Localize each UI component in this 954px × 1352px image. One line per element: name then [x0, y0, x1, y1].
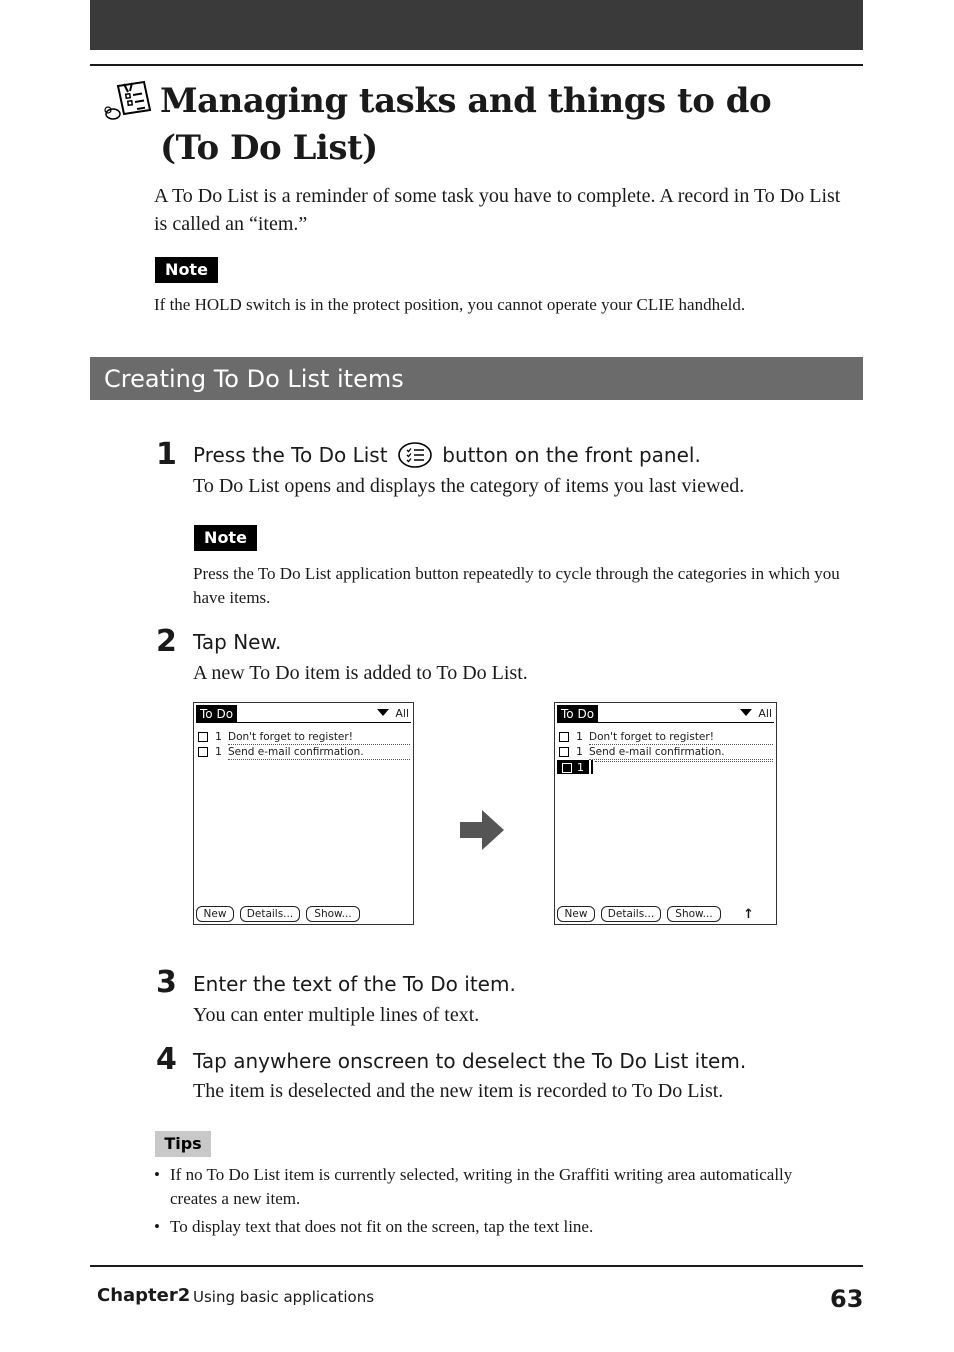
step-body: To Do List opens and displays the category of items you last viewed. — [193, 475, 745, 497]
note-label: Note — [155, 257, 218, 283]
list-item[interactable] — [198, 730, 410, 745]
list-item[interactable] — [198, 745, 410, 760]
checkbox[interactable] — [559, 732, 569, 742]
page-title-line1: Managing tasks and things to do — [160, 81, 772, 121]
arrow-right-icon — [460, 810, 504, 850]
checkbox[interactable] — [198, 732, 208, 742]
todo-screen-after — [554, 702, 777, 925]
category-label: All — [395, 707, 409, 720]
item-priority: 1 — [577, 761, 584, 774]
note-text: Press the To Do List application button repeatedly to cycle through the categories in which you have items. — [193, 564, 840, 607]
step-number: 4 — [156, 1042, 177, 1077]
text-cursor — [591, 760, 593, 774]
tips-label: Tips — [155, 1131, 211, 1157]
item-text-empty[interactable] — [595, 761, 773, 762]
step-heading-post: button on the front panel. — [442, 443, 701, 467]
step-heading: Enter the text of the To Do item. — [193, 972, 516, 996]
checkbox[interactable] — [198, 747, 208, 757]
section-title: Creating To Do List items — [104, 365, 404, 393]
category-label: All — [758, 707, 772, 720]
tips-list — [154, 1163, 834, 1243]
item-priority: 1 — [576, 745, 583, 758]
step-body: A new To Do item is added to To Do List. — [193, 662, 528, 684]
title-underline — [557, 722, 774, 723]
new-button[interactable]: New — [196, 906, 234, 922]
checkbox[interactable] — [562, 763, 572, 773]
page-title — [160, 78, 800, 172]
step-heading — [193, 441, 843, 469]
step-body: You can enter multiple lines of text. — [193, 1004, 480, 1026]
step-heading-pre: Press the To Do List — [193, 443, 388, 467]
todo-screen-before — [193, 702, 414, 925]
chapter-label: Chapter2 — [97, 1285, 191, 1306]
todo-tab[interactable]: To Do — [557, 705, 598, 723]
item-text[interactable]: Don't forget to register! — [228, 730, 410, 745]
category-picker[interactable] — [740, 706, 772, 722]
note-label: Note — [194, 525, 257, 551]
triangle-down-icon — [377, 709, 389, 716]
scroll-up-arrow-icon[interactable]: ↑ — [743, 907, 754, 922]
new-list-item[interactable] — [559, 761, 773, 776]
tip-text: To display text that does not fit on the screen, tap the text line. — [170, 1217, 594, 1236]
show-button[interactable]: Show... — [667, 906, 721, 922]
triangle-down-icon — [740, 709, 752, 716]
todo-tab[interactable]: To Do — [196, 705, 237, 723]
header-bar — [90, 0, 863, 50]
step-number: 1 — [156, 437, 177, 472]
item-priority: 1 — [215, 745, 222, 758]
bullet: • — [154, 1217, 160, 1236]
list-item[interactable] — [559, 745, 773, 760]
todo-button-icon — [398, 442, 432, 468]
show-button[interactable]: Show... — [306, 906, 360, 922]
chapter-title: Using basic applications — [193, 1288, 375, 1306]
new-button[interactable]: New — [557, 906, 595, 922]
tip-text: If no To Do List item is currently selected, writing in the Graffiti writing area automatically creates a new item. — [170, 1165, 793, 1208]
footer-rule — [90, 1265, 863, 1267]
item-priority: 1 — [576, 730, 583, 743]
item-text[interactable]: Send e-mail confirmation. — [228, 745, 410, 760]
details-button[interactable]: Details... — [240, 906, 300, 922]
category-picker[interactable] — [377, 706, 409, 722]
step-heading: Tap anywhere onscreen to deselect the To Do List item. — [193, 1049, 747, 1073]
list-item[interactable] — [559, 730, 773, 745]
item-text[interactable]: Don't forget to register! — [589, 730, 773, 745]
item-text[interactable]: Send e-mail confirmation. — [589, 745, 773, 760]
step-heading: Tap New. — [193, 630, 282, 654]
page-number: 63 — [830, 1285, 864, 1313]
tip-item — [154, 1163, 834, 1211]
page-title-line2: (To Do List) — [160, 128, 378, 168]
note-text: If the HOLD switch is in the protect position, you cannot operate your CLIE handheld. — [154, 295, 746, 314]
step-number: 2 — [156, 624, 177, 659]
title-underline — [196, 722, 411, 723]
intro-paragraph: A To Do List is a reminder of some task you have to complete. A record in To Do List is called an “item.” — [154, 185, 841, 235]
todo-list-icon — [104, 80, 154, 122]
step-body: The item is deselected and the new item is recorded to To Do List. — [193, 1080, 724, 1102]
bullet: • — [154, 1165, 160, 1184]
item-priority: 1 — [215, 730, 222, 743]
checkbox[interactable] — [559, 747, 569, 757]
step-number: 3 — [156, 965, 177, 1000]
tip-item — [154, 1215, 834, 1239]
header-rule — [90, 64, 863, 66]
details-button[interactable]: Details... — [601, 906, 661, 922]
